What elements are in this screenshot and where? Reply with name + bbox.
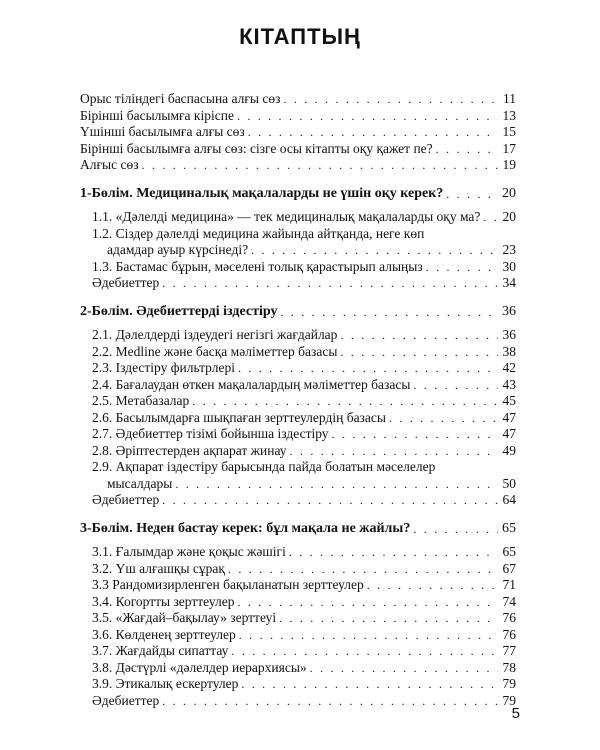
toc-entry-title: 3.6. Көлденең зерттеулер — [92, 626, 236, 642]
toc-entry-title: 2.4. Бағалаудан өткен мақалалардың мәліметтер базасы — [92, 376, 411, 392]
toc-entry-title: Алғыс сөз — [80, 157, 139, 172]
dot-leader — [237, 108, 498, 125]
toc-entry-title: 3.4. Когортты зерттеулер — [92, 593, 235, 609]
toc-entry-title: 2.6. Басылымдарға шықпаған зерттеулердің базасы — [92, 409, 386, 425]
dot-leader — [279, 610, 498, 627]
toc-entry-page: 76 — [502, 610, 516, 625]
toc-entry-page: 50 — [502, 475, 516, 491]
part-heading-page: 36 — [502, 303, 516, 319]
toc-entry — [80, 627, 516, 644]
toc-entry-page: 71 — [502, 577, 516, 592]
toc-entry — [80, 344, 516, 361]
toc-entry-page: 20 — [502, 209, 516, 224]
dot-leader — [446, 186, 498, 203]
page-title: КІТАПТЫҢ — [239, 24, 361, 49]
dot-leader — [251, 242, 498, 259]
toc-entry-page: 64 — [502, 492, 516, 507]
toc-entry — [80, 577, 516, 594]
toc-entry — [80, 157, 516, 174]
toc-entry-title: 3.8. Дәстүрлі «дәлелдер иерархиясы» — [92, 659, 307, 675]
toc-entry-title: 2.8. Әріптестерден ақпарат жинау — [92, 442, 287, 458]
toc-entry-page: 49 — [502, 442, 516, 458]
dot-leader — [175, 476, 498, 493]
dot-leader — [310, 660, 498, 677]
toc-entry-page: 34 — [502, 275, 516, 290]
dot-leader — [340, 327, 498, 344]
dot-leader — [413, 377, 498, 394]
toc-entry-page: 67 — [502, 560, 516, 576]
part-heading-page: 65 — [502, 520, 516, 536]
dot-leader — [248, 124, 498, 141]
toc-entry-title-continued: мысалдары — [107, 475, 173, 491]
toc-entry — [80, 476, 516, 493]
toc-entry — [80, 410, 516, 427]
toc-entry — [80, 426, 516, 443]
part-heading — [80, 304, 516, 321]
dot-leader — [228, 561, 498, 578]
toc-entry-title: 2.1. Дәлелдерді іздеудегі негізгі жағдайлар — [92, 327, 338, 342]
part-heading-page: 20 — [502, 185, 516, 201]
toc-entry — [80, 393, 516, 410]
dot-leader — [483, 209, 498, 226]
dot-leader — [290, 443, 498, 460]
toc-entry-page: 65 — [502, 544, 516, 559]
toc-entry-title: Әдебиеттер — [92, 492, 160, 507]
dot-leader — [332, 426, 498, 443]
toc-entry-title: 3.3 Рандомизирленген бақыланатын зерттеулер — [92, 577, 364, 592]
dot-leader — [340, 344, 498, 361]
toc-entry — [80, 327, 516, 344]
toc-entry-title: Орыс тіліндегі баспасына алғы сөз — [80, 91, 281, 106]
toc-entry-title: 2.5. Метабазалар — [92, 393, 190, 408]
toc-entry-title: 3.2. Үш алғашқы сұрақ — [92, 560, 225, 576]
toc-entry-title: Бірінші басылымға алғы сөз: сізге осы кітапты оқу қажет пе? — [80, 140, 433, 156]
toc-entry-page: 38 — [502, 343, 516, 359]
toc-entry-page: 77 — [502, 643, 516, 658]
dot-leader — [231, 643, 498, 660]
toc-entry-title: 3.1. Ғалымдар және қоқыс жәшігі — [92, 544, 286, 559]
toc-entry — [80, 492, 516, 509]
toc-entry — [80, 108, 516, 125]
toc-entry-title: 3.5. «Жағдай–бақылау» зерттеуі — [92, 610, 277, 625]
toc-entry-title: Әдебиеттер — [92, 692, 160, 708]
dot-leader — [241, 676, 498, 693]
dot-leader — [283, 91, 498, 108]
table-of-contents — [80, 91, 516, 709]
toc-entry — [80, 544, 516, 561]
toc-entry — [80, 242, 516, 259]
toc-entry — [80, 360, 516, 377]
part-heading-title: 3-Бөлім. Неден бастау керек: бұл мақала не жайлы? — [80, 520, 411, 536]
toc-entry-page: 76 — [502, 626, 516, 642]
toc-entry — [80, 643, 516, 660]
toc-entry-page: 15 — [502, 124, 516, 139]
toc-entry-page: 74 — [502, 593, 516, 609]
toc-entry — [80, 209, 516, 226]
toc-entry — [80, 693, 516, 710]
toc-entry-title: Үшінші басылымға алғы сөз — [80, 124, 245, 139]
toc-entry-title: 2.9. Ақпарат іздестіру барысында пайда болатын мәселелер — [92, 459, 436, 474]
toc-entry-title: 1.1. «Дәлелді медицина» — тек медициналық мақалаларды оқу ма? — [92, 209, 481, 224]
toc-entry — [80, 141, 516, 158]
dot-leader — [162, 693, 498, 710]
toc-entry-title: Әдебиеттер — [92, 275, 160, 290]
toc-entry — [80, 259, 516, 276]
toc-entry — [80, 275, 516, 292]
dot-leader — [238, 360, 498, 377]
toc-entry — [80, 660, 516, 677]
toc-entry — [80, 443, 516, 460]
toc-entry-page: 79 — [502, 676, 516, 691]
dot-leader — [142, 157, 498, 174]
toc-entry-title: 2.3. Іздестіру фильтрлері — [92, 360, 235, 375]
toc-entry-page: 43 — [502, 376, 516, 392]
toc-entry-page: 42 — [502, 360, 516, 375]
dot-leader — [436, 141, 498, 158]
toc-entry-title: 3.7. Жағдайды сипаттау — [92, 643, 229, 658]
toc-entry-page: 30 — [502, 258, 516, 274]
toc-entry-title: 2.7. Әдебиеттер тізімі бойынша іздестіру — [92, 426, 329, 441]
dot-leader — [289, 544, 498, 561]
dot-leader — [162, 275, 498, 292]
toc-entry-page: 78 — [502, 659, 516, 675]
toc-entry — [80, 676, 516, 693]
toc-entry-page: 45 — [502, 393, 516, 408]
dot-leader — [162, 492, 498, 509]
toc-entry — [80, 124, 516, 141]
toc-entry-page: 17 — [502, 140, 516, 156]
toc-entry-page: 36 — [502, 327, 516, 342]
page-number: 5 — [511, 705, 520, 722]
dot-leader — [192, 393, 498, 410]
dot-leader — [239, 627, 498, 644]
toc-entry-page: 19 — [502, 157, 516, 172]
toc-entry-title: 3.9. Этикалық ескертулер — [92, 676, 239, 691]
toc-entry-page: 47 — [502, 426, 516, 441]
toc-entry-title: Бірінші басылымға кіріспе — [80, 107, 234, 123]
part-heading-title: 2-Бөлім. Әдебиеттерді іздестіру — [80, 303, 278, 319]
toc-entry-page: 23 — [502, 242, 516, 257]
toc-entry-page: 47 — [502, 409, 516, 425]
toc-entry — [80, 91, 516, 108]
toc-entry — [80, 561, 516, 578]
dot-leader — [237, 594, 498, 611]
part-heading-title: 1-Бөлім. Медициналық мақалаларды не үшін оқу керек? — [80, 185, 444, 201]
toc-entry-title: 2.2. Medline және басқа мәліметтер базасы — [92, 343, 338, 359]
toc-entry — [80, 610, 516, 627]
part-heading — [80, 521, 516, 538]
toc-entry — [80, 594, 516, 611]
toc-entry-page: 11 — [503, 91, 516, 106]
toc-entry-title: 1.3. Бастамас бұрын, мәселені толық қарастырып алыңыз — [92, 258, 423, 274]
part-heading — [80, 186, 516, 203]
dot-leader — [426, 259, 498, 276]
dot-leader — [280, 304, 498, 321]
toc-entry-title-continued: адамдар ауыр күрсінеді? — [107, 242, 249, 257]
toc-entry-page: 79 — [502, 692, 516, 708]
dot-leader — [413, 521, 498, 538]
dot-leader — [389, 410, 498, 427]
toc-entry — [80, 377, 516, 394]
toc-entry-page: 13 — [502, 107, 516, 123]
dot-leader — [367, 577, 498, 594]
toc-entry-title: 1.2. Сіздер дәлелді медицина жайында айтқанда, неге көп — [92, 225, 425, 241]
